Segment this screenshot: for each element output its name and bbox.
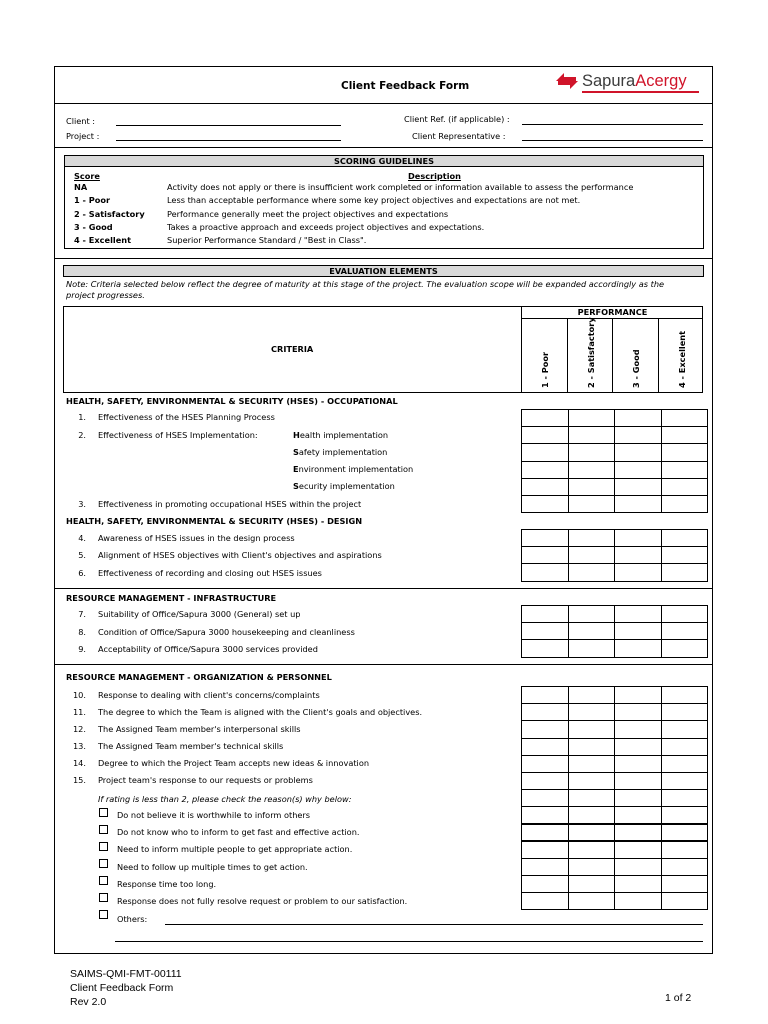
rating-cell[interactable] — [661, 841, 708, 858]
rating-cell[interactable] — [522, 790, 569, 807]
rating-cell[interactable] — [522, 738, 569, 755]
rating-cell[interactable] — [615, 790, 662, 807]
rating-cell[interactable] — [615, 858, 662, 875]
client-label: Client : — [66, 116, 96, 126]
rating-cell[interactable] — [568, 444, 615, 461]
rating-cell[interactable] — [661, 530, 708, 547]
rating-cell[interactable] — [522, 410, 569, 427]
rating-cell[interactable] — [661, 790, 708, 807]
rating-cell[interactable] — [615, 427, 662, 444]
rating-cell[interactable] — [568, 841, 615, 858]
rating-cell[interactable] — [615, 704, 662, 721]
scoring-guidelines-heading: SCORING GUIDELINES — [64, 155, 704, 167]
rating-grid-reasons — [521, 806, 708, 910]
criteria-header-box — [63, 306, 703, 393]
others-label: Others: — [117, 914, 148, 924]
rating-cell[interactable] — [522, 892, 569, 909]
rating-cell[interactable] — [615, 461, 662, 478]
rating-cell[interactable] — [661, 858, 708, 875]
rating-cell[interactable] — [568, 772, 615, 789]
reason-checkbox[interactable] — [99, 842, 108, 851]
rating-cell[interactable] — [522, 530, 569, 547]
performance-header: PERFORMANCE — [577, 307, 648, 317]
rating-cell[interactable] — [568, 530, 615, 547]
rating-cell[interactable] — [661, 427, 708, 444]
reason-label: Response does not fully resolve request or problem to our satisfaction. — [117, 896, 408, 906]
guidelines-divider — [54, 258, 713, 259]
rating-cell[interactable] — [568, 623, 615, 640]
logo-underline — [582, 91, 699, 93]
section-hses-occupational: HEALTH, SAFETY, ENVIRONMENTAL & SECURITY (HSES) - OCCUPATIONAL — [66, 396, 398, 406]
reason-checkbox[interactable] — [99, 893, 108, 902]
criteria-performance-divider — [521, 306, 522, 393]
criteria-item: Project team's response to our requests or problems — [98, 775, 313, 785]
rating-row — [522, 478, 708, 495]
rating-cell[interactable] — [568, 687, 615, 704]
rating-cell[interactable] — [522, 478, 569, 495]
rating-row — [522, 564, 708, 581]
sub-text: ecurity implementation — [298, 481, 395, 491]
rating-cell[interactable] — [568, 640, 615, 657]
rating-row — [522, 721, 708, 738]
reason-label: Need to inform multiple people to get appropriate action. — [117, 844, 353, 854]
sub-criteria-item — [293, 481, 395, 491]
criteria-item: Acceptability of Office/Sapura 3000 services provided — [98, 644, 318, 654]
sub-initial: E — [293, 464, 299, 474]
column-good-label: 3 - Good — [631, 349, 641, 388]
item-number: 11. — [72, 707, 86, 717]
criteria-item: The Assigned Team member's technical skills — [98, 741, 284, 751]
rating-cell[interactable] — [615, 841, 662, 858]
rating-row — [522, 824, 708, 841]
rating-cell[interactable] — [568, 858, 615, 875]
reason-label: Do not believe it is worthwhile to inform others — [117, 810, 311, 820]
rating-cell[interactable] — [615, 495, 662, 512]
item-number: 14. — [72, 758, 86, 768]
criteria-item: Effectiveness in promoting occupational HSES within the project — [98, 499, 362, 509]
project-input-line[interactable] — [116, 140, 341, 141]
rating-cell[interactable] — [568, 461, 615, 478]
criteria-item: Response to dealing with client's concerns/complaints — [98, 690, 320, 700]
section-divider — [54, 588, 713, 589]
item-number: 2. — [78, 430, 86, 440]
header-divider — [54, 103, 713, 104]
rating-cell[interactable] — [615, 824, 662, 841]
rating-cell[interactable] — [615, 640, 662, 657]
sub-text: nvironment implementation — [298, 464, 414, 474]
item-number: 8. — [78, 627, 86, 637]
rating-cell[interactable] — [661, 478, 708, 495]
section-resource-infrastructure: RESOURCE MANAGEMENT - INFRASTRUCTURE — [66, 593, 277, 603]
rating-cell[interactable] — [568, 427, 615, 444]
rating-row — [522, 892, 708, 909]
criteria-item: Effectiveness of the HSES Planning Process — [98, 412, 275, 422]
logo-text-accent: Acergy — [635, 71, 687, 90]
rating-grid-resource-infrastructure — [521, 605, 708, 658]
perf-col-divider-3 — [658, 318, 659, 393]
rating-cell[interactable] — [522, 721, 569, 738]
column-satisfactory-label: 2 - Satisfactory — [586, 317, 596, 388]
rating-row — [522, 772, 708, 789]
criteria-item: Effectiveness of HSES Implementation: — [98, 430, 258, 440]
rating-cell[interactable] — [568, 790, 615, 807]
rating-cell[interactable] — [522, 807, 569, 824]
rating-cell[interactable] — [522, 444, 569, 461]
item-number: 12. — [72, 724, 86, 734]
rating-row — [522, 738, 708, 755]
rating-cell[interactable] — [522, 704, 569, 721]
rating-row — [522, 640, 708, 657]
rating-cell[interactable] — [522, 875, 569, 892]
evaluation-elements-heading: EVALUATION ELEMENTS — [63, 265, 704, 277]
reason-label: Do not know who to inform to get fast and effective action. — [117, 827, 360, 837]
score-satisfactory-description: Performance generally meet the project objectives and expectations — [167, 209, 449, 219]
rating-cell[interactable] — [568, 704, 615, 721]
rating-row — [522, 495, 708, 512]
company-logo — [554, 70, 687, 92]
rating-cell[interactable] — [522, 547, 569, 564]
rating-cell[interactable] — [568, 892, 615, 909]
item-number: 6. — [78, 568, 86, 578]
sub-text: afety implementation — [298, 447, 388, 457]
project-label: Project : — [66, 131, 100, 141]
item-number: 1. — [78, 412, 86, 422]
score-excellent-description: Superior Performance Standard / "Best in Class". — [167, 235, 367, 245]
client-ref-label: Client Ref. (if applicable) : — [404, 114, 510, 124]
rating-cell[interactable] — [615, 547, 662, 564]
rating-cell[interactable] — [568, 564, 615, 581]
column-excellent-label: 4 - Excellent — [677, 331, 687, 388]
rating-cell[interactable] — [522, 427, 569, 444]
item-number: 3. — [78, 499, 86, 509]
evaluation-note-line2: project progresses. — [66, 290, 145, 300]
rating-cell[interactable] — [615, 892, 662, 909]
rating-row — [522, 427, 708, 444]
others-input-line-2[interactable] — [115, 941, 703, 942]
rating-row — [522, 875, 708, 892]
rating-row — [522, 755, 708, 772]
rating-cell[interactable] — [661, 721, 708, 738]
rating-cell[interactable] — [661, 755, 708, 772]
rating-cell[interactable] — [568, 807, 615, 824]
rating-cell[interactable] — [615, 755, 662, 772]
rating-cell[interactable] — [522, 755, 569, 772]
criteria-item: Effectiveness of recording and closing out HSES issues — [98, 568, 322, 578]
rating-cell[interactable] — [568, 495, 615, 512]
footer-revision: Rev 2.0 — [70, 996, 107, 1008]
criteria-item: Degree to which the Project Team accepts new ideas & innovation — [98, 758, 370, 768]
client-ref-input-line[interactable] — [522, 124, 703, 125]
rating-cell[interactable] — [568, 755, 615, 772]
logo-arrows-icon — [554, 70, 580, 92]
score-column-header: Score — [74, 171, 100, 181]
client-rep-label: Client Representative : — [412, 131, 506, 141]
rating-cell[interactable] — [568, 547, 615, 564]
rating-cell[interactable] — [568, 478, 615, 495]
sub-criteria-item — [293, 464, 413, 474]
rating-cell[interactable] — [522, 772, 569, 789]
rating-cell[interactable] — [522, 640, 569, 657]
reason-label: Need to follow up multiple times to get action. — [117, 862, 308, 872]
rating-cell[interactable] — [522, 687, 569, 704]
rating-cell[interactable] — [661, 704, 708, 721]
score-satisfactory: 2 - Satisfactory — [74, 209, 145, 219]
section-resource-organization: RESOURCE MANAGEMENT - ORGANIZATION & PERSONNEL — [66, 672, 332, 682]
criteria-header: CRITERIA — [271, 344, 314, 354]
rating-cell[interactable] — [568, 721, 615, 738]
rating-cell[interactable] — [568, 875, 615, 892]
rating-cell[interactable] — [615, 606, 662, 623]
score-poor-description: Less than acceptable performance where some key project objectives and expectations are not met. — [167, 195, 581, 205]
reason-label: Response time too long. — [117, 879, 217, 889]
rating-cell[interactable] — [522, 606, 569, 623]
column-poor-label: 1 - Poor — [540, 351, 550, 388]
rating-cell[interactable] — [522, 824, 569, 841]
score-poor: 1 - Poor — [74, 195, 111, 205]
rating-row — [522, 410, 708, 427]
score-na-description: Activity does not apply or there is insufficient work completed or information available to assess the performance — [167, 182, 634, 192]
criteria-item: The Assigned Team member's interpersonal skills — [98, 724, 301, 734]
rating-cell[interactable] — [661, 807, 708, 824]
footer-doc-name: Client Feedback Form — [70, 982, 174, 994]
rating-cell[interactable] — [568, 738, 615, 755]
criteria-item: Condition of Office/Sapura 3000 housekeeping and cleanliness — [98, 627, 355, 637]
rating-row — [522, 623, 708, 640]
rating-row — [522, 790, 708, 807]
rating-row — [522, 704, 708, 721]
rating-row — [522, 807, 708, 824]
evaluation-note-line1: Note: Criteria selected below reflect the degree of maturity at this stage of the project. The evaluation scope will be expanded accordingly as the — [66, 279, 665, 289]
rating-cell[interactable] — [522, 495, 569, 512]
sub-text: ealth implementation — [299, 430, 389, 440]
item-number: 10. — [72, 690, 86, 700]
rating-cell[interactable] — [661, 444, 708, 461]
rating-cell[interactable] — [522, 623, 569, 640]
client-input-line[interactable] — [116, 125, 341, 126]
criteria-item: Alignment of HSES objectives with Client's objectives and aspirations — [98, 550, 382, 560]
rating-cell[interactable] — [568, 606, 615, 623]
item-number: 4. — [78, 533, 86, 543]
rating-cell[interactable] — [615, 478, 662, 495]
rating-cell[interactable] — [661, 875, 708, 892]
rating-cell[interactable] — [661, 564, 708, 581]
rating-cell[interactable] — [661, 461, 708, 478]
footer-doc-code: SAIMS-QMI-FMT-00111 — [70, 968, 182, 980]
rating-cell[interactable] — [661, 547, 708, 564]
reason-checkbox[interactable] — [99, 859, 108, 868]
rating-cell[interactable] — [661, 640, 708, 657]
rating-cell[interactable] — [661, 495, 708, 512]
rating-cell[interactable] — [615, 875, 662, 892]
sub-criteria-item — [293, 447, 387, 457]
rating-cell[interactable] — [661, 623, 708, 640]
rating-grid-hses-design — [521, 529, 708, 582]
rating-cell[interactable] — [568, 824, 615, 841]
score-good: 3 - Good — [74, 222, 113, 232]
perf-col-divider-1 — [567, 318, 568, 393]
rating-cell[interactable] — [661, 606, 708, 623]
rating-cell[interactable] — [615, 444, 662, 461]
sub-criteria-item — [293, 430, 388, 440]
criteria-item: The degree to which the Team is aligned with the Client's goals and objectives. — [98, 707, 423, 717]
rating-cell[interactable] — [615, 623, 662, 640]
rating-cell[interactable] — [661, 772, 708, 789]
others-input-line-1[interactable] — [165, 924, 703, 925]
rating-cell[interactable] — [522, 858, 569, 875]
criteria-item: Suitability of Office/Sapura 3000 (General) set up — [98, 609, 301, 619]
client-rep-input-line[interactable] — [522, 140, 703, 141]
reason-checkbox[interactable] — [99, 876, 108, 885]
logo-text-primary: Sapura — [582, 71, 636, 90]
rating-cell[interactable] — [615, 564, 662, 581]
perf-col-divider-2 — [612, 318, 613, 393]
rating-cell[interactable] — [661, 687, 708, 704]
footer-page-number: 1 of 2 — [665, 992, 692, 1004]
rating-cell[interactable] — [661, 892, 708, 909]
item-number: 13. — [72, 741, 86, 751]
rating-row — [522, 461, 708, 478]
rating-cell[interactable] — [615, 807, 662, 824]
rating-cell[interactable] — [615, 410, 662, 427]
rating-cell[interactable] — [522, 461, 569, 478]
rating-cell[interactable] — [615, 738, 662, 755]
reasons-prompt: If rating is less than 2, please check the reason(s) why below: — [98, 794, 352, 804]
info-divider — [54, 147, 713, 148]
score-na: NA — [74, 182, 88, 192]
section-divider — [54, 664, 713, 665]
criteria-item: Awareness of HSES issues in the design process — [98, 533, 295, 543]
form-title: Client Feedback Form — [341, 80, 470, 92]
item-number: 15. — [72, 775, 86, 785]
rating-cell[interactable] — [522, 841, 569, 858]
rating-cell[interactable] — [615, 530, 662, 547]
rating-cell[interactable] — [568, 410, 615, 427]
sub-initial: S — [293, 447, 299, 457]
rating-cell[interactable] — [615, 687, 662, 704]
rating-row — [522, 841, 708, 858]
description-column-header: Description — [408, 171, 461, 181]
item-number: 9. — [78, 644, 86, 654]
rating-row — [522, 530, 708, 547]
score-good-description: Takes a proactive approach and exceeds project objectives and expectations. — [167, 222, 485, 232]
item-number: 5. — [78, 550, 86, 560]
score-excellent: 4 - Excellent — [74, 235, 131, 245]
rating-cell[interactable] — [661, 824, 708, 841]
sub-initial: S — [293, 481, 299, 491]
rating-cell[interactable] — [661, 410, 708, 427]
rating-row — [522, 687, 708, 704]
reason-checkbox[interactable] — [99, 808, 108, 817]
rating-row — [522, 547, 708, 564]
rating-grid-hses-occupational — [521, 409, 708, 513]
item-number: 7. — [78, 609, 86, 619]
section-hses-design: HEALTH, SAFETY, ENVIRONMENTAL & SECURITY (HSES) - DESIGN — [66, 516, 363, 526]
reason-checkbox[interactable] — [99, 825, 108, 834]
sub-initial: H — [293, 430, 300, 440]
rating-row — [522, 858, 708, 875]
others-checkbox[interactable] — [99, 910, 108, 919]
rating-row — [522, 606, 708, 623]
rating-cell[interactable] — [661, 738, 708, 755]
rating-cell[interactable] — [522, 564, 569, 581]
rating-row — [522, 444, 708, 461]
rating-cell[interactable] — [615, 721, 662, 738]
rating-cell[interactable] — [615, 772, 662, 789]
